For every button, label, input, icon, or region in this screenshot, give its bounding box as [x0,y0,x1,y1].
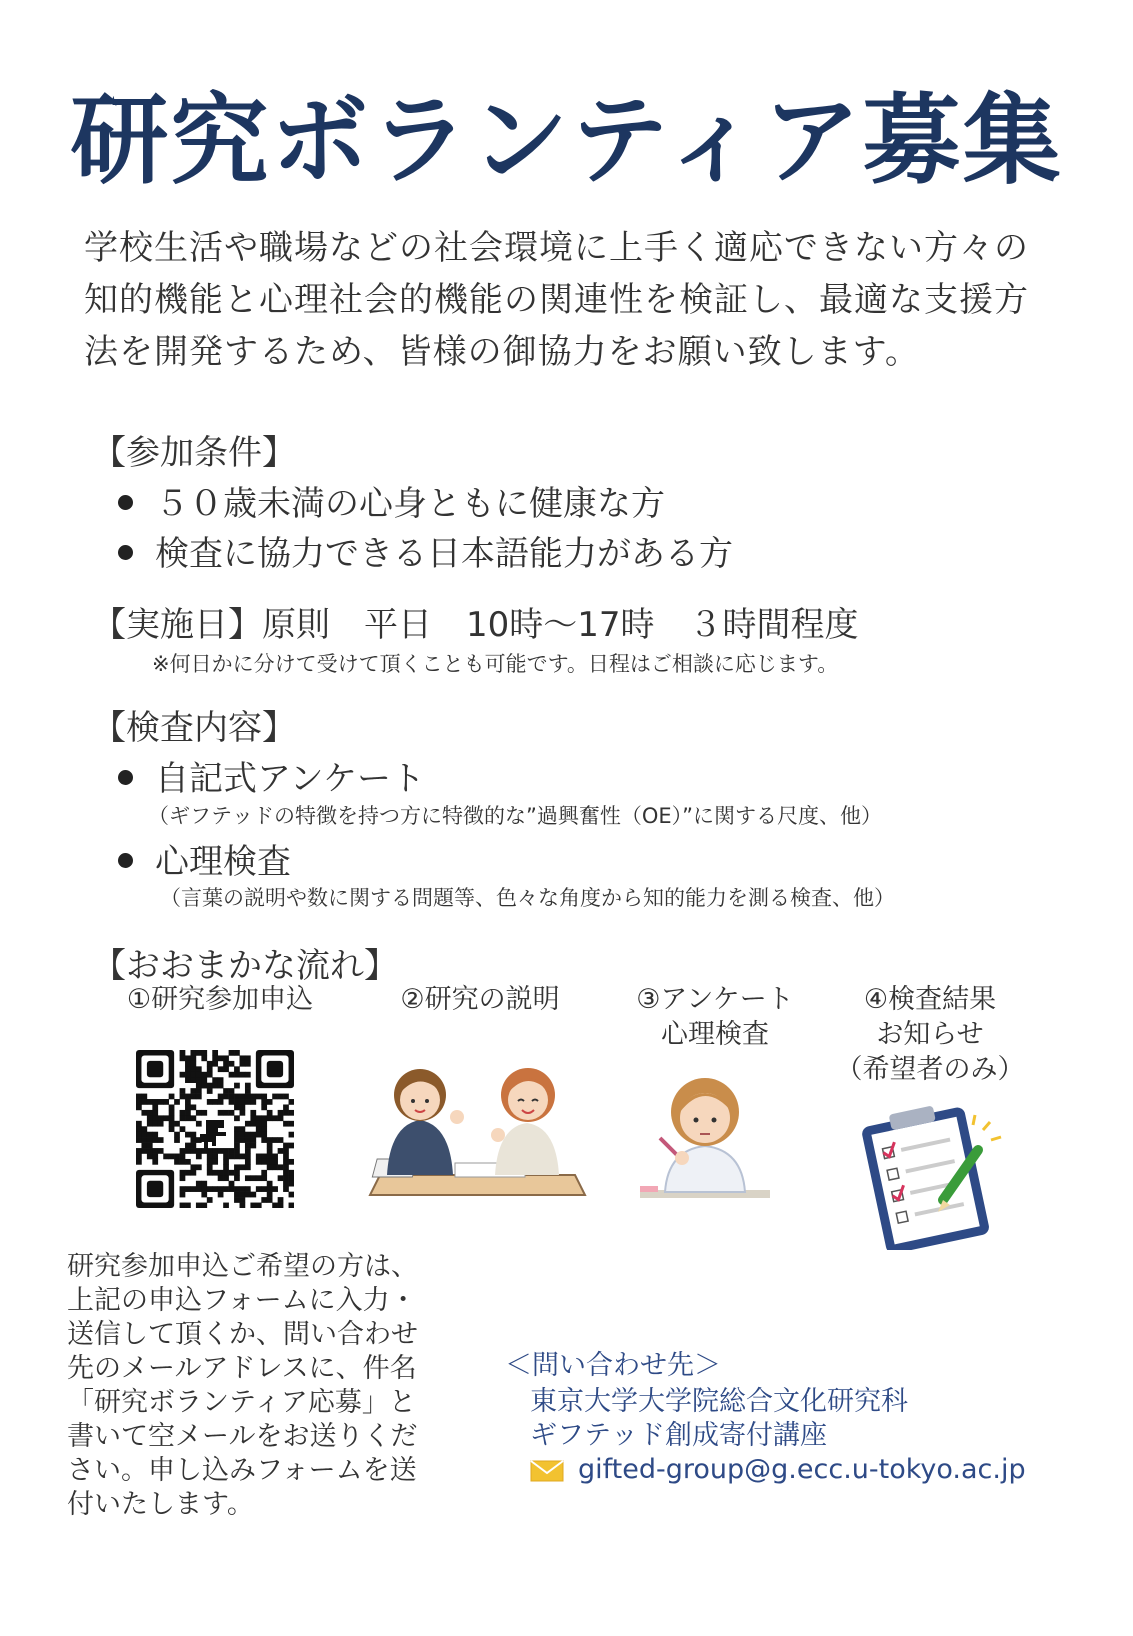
intro-line: 学校生活や職場などの社会環境に上手く適応できない方々の [84,228,1029,268]
step-label: 心理検査 [661,1019,769,1050]
bullet-icon [118,495,133,510]
tests-heading: 【検査内容】 [92,708,296,748]
contact-heading: ＜問い合わせ先＞ [505,1350,721,1381]
test-label: 心理検査 [155,842,291,882]
bullet-icon [118,853,133,868]
condition-label: 検査に協力できる日本語能力がある方 [155,534,733,574]
clipboard-checklist-illustration [858,1100,1008,1250]
conditions-heading: 【参加条件】 [92,433,296,473]
qr-code[interactable] [136,1050,294,1208]
mail-icon [530,1460,564,1482]
intro-paragraph [84,222,1074,378]
intro-line: 知的機能と心理社会的機能の関連性を検証し、最適な支援方 [84,280,1029,320]
schedule-heading: 【実施日】原則 平日 10時～17時 ３時間程度 [92,605,859,645]
apply-line: 書いて空メールをお送りくだ [67,1421,418,1452]
woman-writing-illustration [640,1068,770,1208]
test-item [118,834,291,883]
apply-line: 研究参加申込ご希望の方は、 [67,1251,418,1282]
intro-line: 法を開発するため、皆様の御協力をお願い致します。 [84,332,920,372]
apply-line: 送信して頂くか、問い合わせ [67,1319,418,1350]
contact-dept: ギフテッド創成寄付講座 [530,1420,827,1451]
page-title: 研究ボランティア募集 [70,84,1063,198]
apply-line: 付いたします。 [67,1489,254,1520]
bullet-icon [118,770,133,785]
step-label: （希望者のみ） [835,1054,1025,1085]
schedule-note: ※何日かに分けて受けて頂くことも可能です。日程はご相談に応じます。 [152,652,839,676]
flow-step-2 [370,982,590,1017]
step-label: ③アンケート [636,984,794,1015]
apply-line: 上記の申込フォームに入力・ [67,1285,417,1316]
step-label: ④検査結果 [863,984,997,1015]
flow-step-3 [615,982,815,1052]
apply-line: 「研究ボランティア応募」と [67,1387,416,1418]
two-people-talking-illustration [365,1055,590,1215]
condition-item [118,526,733,575]
flow-heading: 【おおまかな流れ】 [92,946,398,986]
apply-instructions [67,1250,447,1522]
condition-item [118,476,665,525]
test-note: （言葉の説明や数に関する問題等、色々な角度から知的能力を測る検査、他） [160,886,895,910]
contact-org: 東京大学大学院総合文化研究科 [530,1386,908,1417]
test-item [118,751,425,800]
condition-label: ５０歳未満の心身ともに健康な方 [155,484,665,524]
qr-code-icon[interactable] [136,1050,294,1208]
step-label: ②研究の説明 [400,984,560,1015]
step-label: ①研究参加申込 [126,984,314,1015]
bullet-icon [118,545,133,560]
contact-email-link[interactable]: gifted-group@g.ecc.u-tokyo.ac.jp [578,1454,1026,1485]
apply-line: さい。申し込みフォームを送 [67,1455,417,1486]
flow-step-1 [100,982,340,1017]
test-note: （ギフテッドの特徴を持つ方に特徴的な”過興奮性（OE）”に関する尺度、他） [148,804,883,828]
step-label: お知らせ [876,1019,984,1050]
flow-step-4 [825,982,1035,1087]
test-label: 自記式アンケート [155,759,425,799]
apply-line: 先のメールアドレスに、件名 [67,1353,417,1384]
